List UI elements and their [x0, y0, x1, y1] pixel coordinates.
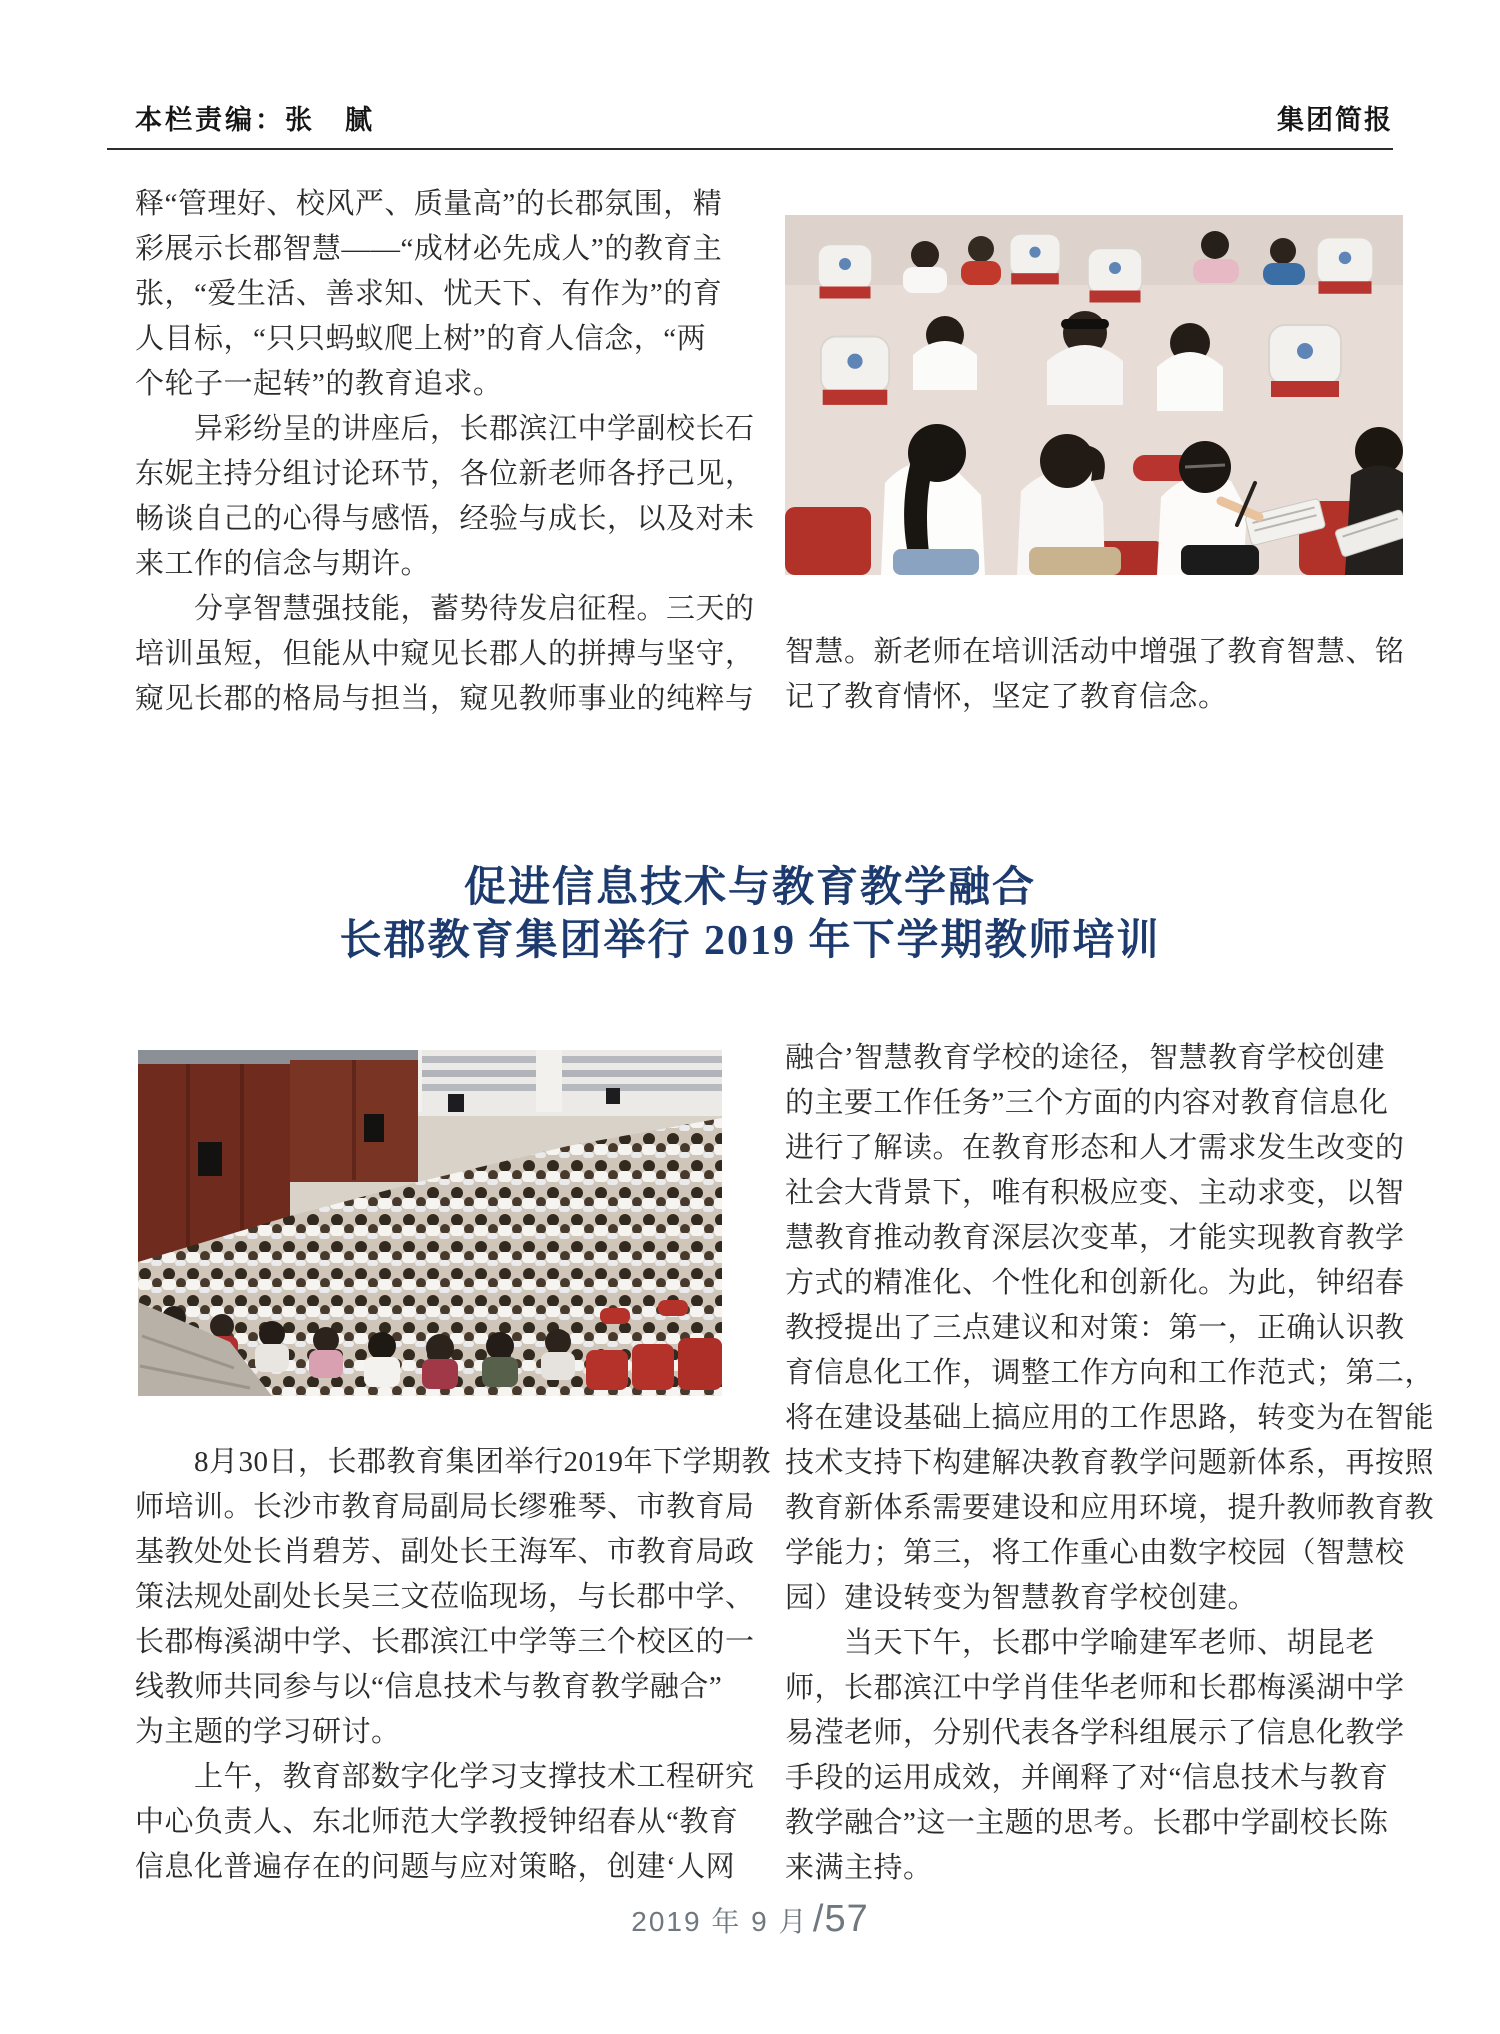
text-line: 技术支持下构建解决教育教学问题新体系，再按照: [785, 1447, 1435, 1479]
text-line: 窥见长郡的格局与担当，窥见教师事业的纯粹与: [135, 683, 755, 715]
text-line: 长郡梅溪湖中学、长郡滨江中学等三个校区的一: [135, 1626, 755, 1658]
header-editor-label: 本栏责编：张 腻: [135, 105, 375, 135]
article2-title-line2: 长郡教育集团举行 2019 年下学期教师培训: [339, 918, 1161, 964]
text-line: 畅谈自己的心得与感悟，经验与成长，以及对未: [135, 503, 755, 535]
article2-title-line1: 促进信息技术与教育教学融合: [463, 865, 1036, 911]
text-line: 彩展示长郡智慧——“成材必先成人”的教育主: [135, 233, 723, 265]
text-line: 园）建设转变为智慧教育学校创建。: [785, 1582, 1258, 1614]
footer-page-number: /57: [812, 1898, 869, 1940]
photo-audience-illustration: [138, 1050, 722, 1396]
photo-discussion-groups: [785, 215, 1403, 575]
photo-training-audience: [138, 1050, 722, 1396]
text-line: 将在建设基础上搞应用的工作思路，转变为在智能: [785, 1402, 1435, 1434]
text-line: 为主题的学习研讨。: [135, 1716, 401, 1748]
article2-right-column: [785, 1036, 1435, 1891]
text-line: 学能力；第三，将工作重心由数字校园（智慧校: [785, 1537, 1405, 1569]
text-line: 释“管理好、校风严、质量高”的长郡氛围，精: [135, 188, 723, 220]
text-line: 线教师共同参与以“信息技术与教育教学融合”: [135, 1671, 723, 1703]
text-line: 记了教育情怀，坚定了教育信念。: [785, 681, 1228, 713]
text-line: 慧教育推动教育深层次变革，才能实现教育教学: [785, 1222, 1405, 1254]
text-line: 人目标，“只只蚂蚁爬上树”的育人信念，“两: [135, 323, 707, 355]
text-line: 融合’智慧教育学校的途径，智慧教育学校创建: [785, 1042, 1386, 1074]
text-line: 东妮主持分组讨论环节，各位新老师各抒己见，: [135, 458, 755, 490]
footer-date: 2019 年 9 月: [631, 1906, 809, 1937]
text-line: 来满主持。: [785, 1852, 933, 1884]
article1-right-column: [785, 630, 1407, 720]
text-line: 中心负责人、东北师范大学教授钟绍春从“教育: [135, 1806, 739, 1838]
text-line: 个轮子一起转”的教育追求。: [135, 368, 503, 400]
article2-left-column: [135, 1440, 772, 1890]
text-line: 进行了解读。在教育形态和人才需求发生改变的: [785, 1132, 1405, 1164]
text-line: 师培训。长沙市教育局副局长缪雅琴、市教育局: [135, 1491, 755, 1523]
text-line: 教授提出了三点建议和对策：第一，正确认识教: [785, 1312, 1405, 1344]
text-line: 8月30日，长郡教育集团举行2019年下学期教: [135, 1446, 772, 1478]
text-line: 方式的精准化、个性化和创新化。为此，钟绍春: [785, 1267, 1405, 1299]
article1-left-column: [135, 182, 755, 722]
text-line: 分享智慧强技能，蓄势待发启征程。三天的: [135, 593, 755, 625]
text-line: 手段的运用成效，并阐释了对“信息技术与教育: [785, 1762, 1389, 1794]
text-line: 策法规处副处长吴三文莅临现场，与长郡中学、: [135, 1581, 755, 1613]
text-line: 培训虽短，但能从中窥见长郡人的拼搏与坚守，: [135, 638, 755, 670]
header-rule: [107, 148, 1393, 150]
text-line: 的主要工作任务”三个方面的内容对教育信息化: [785, 1087, 1389, 1119]
text-line: 师，长郡滨江中学肖佳华老师和长郡梅溪湖中学: [785, 1672, 1405, 1704]
text-line: 基教处处长肖碧芳、副处长王海军、市教育局政: [135, 1536, 755, 1568]
article2-title: [0, 862, 1500, 968]
text-line: 当天下午，长郡中学喻建军老师、胡昆老: [785, 1627, 1376, 1659]
text-line: 易滢老师，分别代表各学科组展示了信息化教学: [785, 1717, 1405, 1749]
text-line: 张，“爱生活、善求知、忧天下、有作为”的育: [135, 278, 723, 310]
text-line: 来工作的信念与期许。: [135, 548, 431, 580]
text-line: 智慧。新老师在培训活动中增强了教育智慧、铭: [785, 636, 1405, 668]
text-line: 社会大背景下，唯有积极应变、主动求变，以智: [785, 1177, 1405, 1209]
text-line: 育信息化工作，调整工作方向和工作范式；第二，: [785, 1357, 1435, 1389]
text-line: 教学融合”这一主题的思考。长郡中学副校长陈: [785, 1807, 1389, 1839]
text-line: 教育新体系需要建设和应用环境，提升教师教育教: [785, 1492, 1435, 1524]
text-line: 异彩纷呈的讲座后，长郡滨江中学副校长石: [135, 413, 755, 445]
text-line: 信息化普遍存在的问题与应对策略，创建‘人网: [135, 1851, 736, 1883]
text-line: 上午，教育部数字化学习支撑技术工程研究: [135, 1761, 755, 1793]
page-footer: [0, 1898, 1500, 1941]
header-section-label: 集团简报: [1277, 105, 1393, 135]
photo-discussion-illustration: [785, 215, 1403, 575]
